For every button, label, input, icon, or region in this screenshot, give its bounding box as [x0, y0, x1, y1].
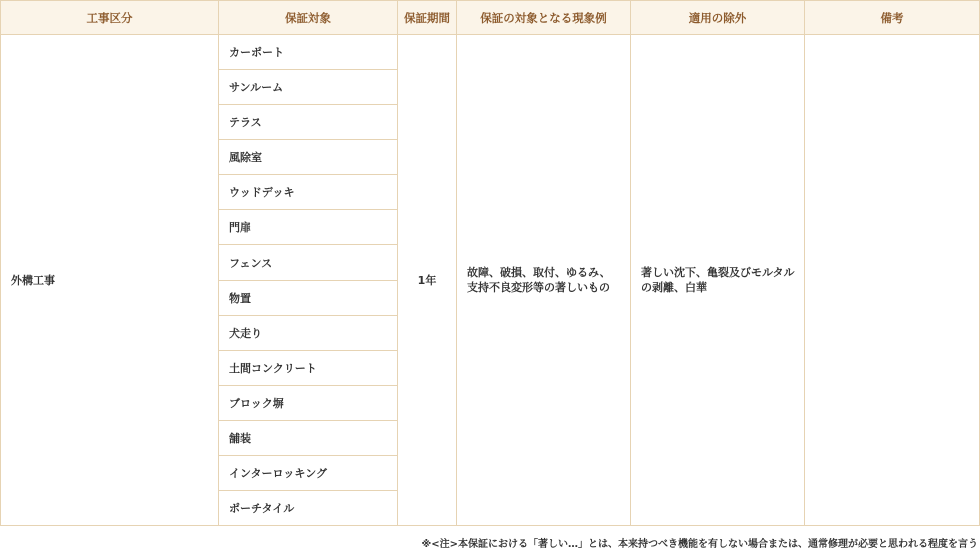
target-item: フェンス [219, 245, 397, 280]
footnote: ※<注>本保証における「著しい…」とは、本来持つべき機能を有しない場合または、通常修理が必要と思われる程度を言う [421, 539, 978, 550]
target-item: ポーチタイル [229, 502, 295, 516]
target-item: 犬走り [219, 316, 397, 351]
header-construction-category: 工事区分 [0, 0, 219, 35]
target-item: カーポート [219, 35, 397, 70]
header-remarks: 備考 [805, 0, 980, 35]
targets-list [219, 35, 398, 526]
target-item: 門扉 [219, 210, 397, 245]
target-item: インターロッキング [219, 456, 397, 491]
target-item: サンルーム [219, 70, 397, 105]
header-warranty-period: 保証期間 [398, 0, 457, 35]
header-phenomena: 保証の対象となる現象例 [457, 0, 631, 35]
target-item: 風除室 [219, 140, 397, 175]
header-warranty-target: 保証対象 [219, 0, 398, 35]
header-exclusions: 適用の除外 [631, 0, 805, 35]
phenomena-cell: 故障、破損、取付、ゆるみ、 支持不良変形等の著しいもの [457, 35, 631, 526]
target-item: 物置 [219, 281, 397, 316]
target-item: テラス [219, 105, 397, 140]
target-item: 舗装 [219, 421, 397, 456]
exclusions-cell: 著しい沈下、亀裂及びモルタル の剥離、白華 [631, 35, 805, 526]
target-item: ウッドデッキ [219, 175, 397, 210]
period-cell: 1年 [398, 35, 457, 526]
target-item: 土間コンクリート [219, 351, 397, 386]
category-cell: 外構工事 [0, 35, 219, 526]
remarks-cell [805, 35, 980, 526]
target-item: ブロック塀 [219, 386, 397, 421]
